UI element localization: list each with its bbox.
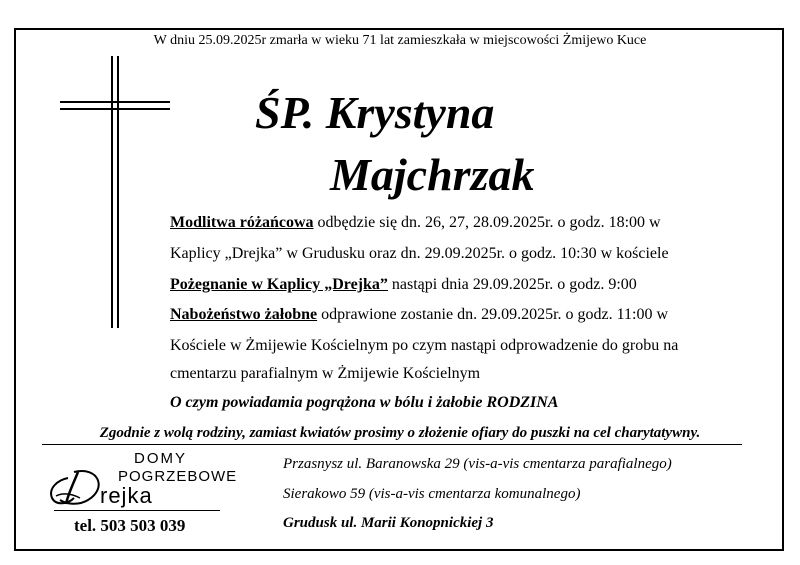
death-notice: W dniu 25.09.2025r zmarła w wieku 71 lat zamieszkała w miejscowości Żmijewo Kuce	[153, 33, 647, 48]
farewell-line	[170, 275, 637, 295]
address-sierakowo: Sierakowo 59 (vis-a-vis cmentarza komunalnego)	[283, 486, 581, 502]
mass-line-2: Kościele w Żmijewie Kościelnym po czym nastąpi odprowadzenie do grobu na	[170, 337, 679, 354]
deceased-surname: Majchrzak	[330, 149, 535, 200]
phone-number: tel. 503 503 039	[74, 516, 186, 535]
rosary-text-1: odbędzie się dn. 26, 27, 28.09.2025r. o godz. 18:00 w	[313, 214, 661, 231]
farewell-text: nastąpi dnia 29.09.2025r. o godz. 9:00	[387, 276, 637, 293]
rosary-line-1	[170, 213, 661, 233]
rosary-label: Modlitwa różańcowa	[170, 214, 314, 231]
logo-rule	[54, 510, 220, 511]
deceased-first-name: ŚP. Krystyna	[255, 87, 495, 138]
mass-line-3: cmentarzu parafialnym w Żmijewie Kościelnym	[170, 365, 481, 382]
rosary-line-2: Kaplicy „Drejka” w Grudusku oraz dn. 29.09.2025r. o godz. 10:30 w kościele	[170, 245, 669, 262]
address-grudusk: Grudusk ul. Marii Konopnickiej 3	[283, 515, 494, 531]
farewell-label: Pożegnanie w Kaplicy „Drejka”	[170, 276, 388, 293]
separator	[42, 444, 742, 445]
funeral-home-logo	[38, 450, 238, 514]
donation-text: Zgodnie z wolą rodziny, zamiast kwiatów prosimy o złożenie ofiary do puszki na cel charytatywny.	[99, 425, 701, 441]
inform-text: O czym powiadamia pogrążona w bólu i żałobie RODZINA	[170, 394, 559, 411]
logo-name: rejka	[100, 483, 153, 508]
mass-text-1: odprawione zostanie dn. 29.09.2025r. o godz. 11:00 w	[317, 306, 669, 323]
mass-line-1	[170, 305, 668, 325]
logo-line-2: POGRZEBOWE	[118, 468, 238, 485]
mass-label: Nabożeństwo żałobne	[170, 306, 318, 323]
address-przasnysz: Przasnysz ul. Baranowska 29 (vis-a-vis cmentarza parafialnego)	[283, 456, 672, 472]
logo-line-1: DOMY	[134, 450, 187, 467]
